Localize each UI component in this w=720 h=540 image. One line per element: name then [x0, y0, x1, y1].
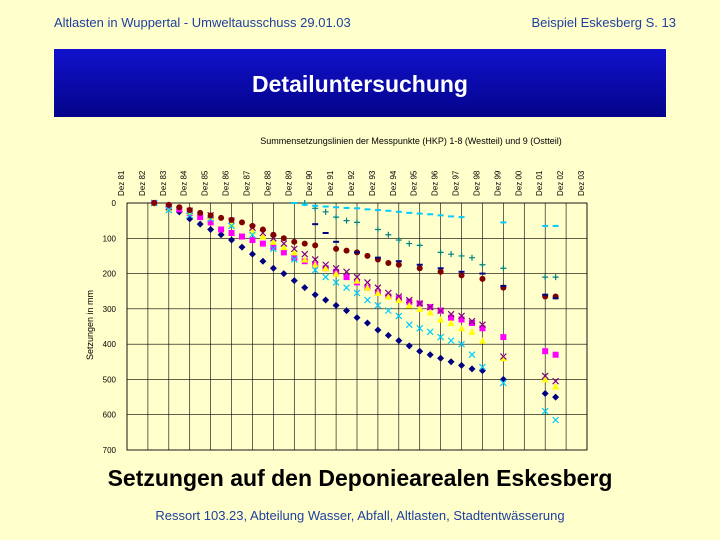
data-point [417, 242, 423, 248]
data-point [229, 217, 235, 223]
data-point [396, 262, 402, 268]
data-point [406, 241, 412, 247]
data-point [259, 258, 266, 265]
x-tick-label: Dez 85 [200, 170, 210, 196]
data-point [344, 218, 350, 224]
data-point [500, 265, 506, 271]
data-point [239, 234, 245, 240]
data-point [553, 352, 559, 358]
data-point [542, 348, 548, 354]
data-point [417, 265, 423, 271]
data-point [323, 274, 329, 280]
data-point [406, 342, 413, 349]
data-point [281, 249, 287, 255]
data-point [270, 232, 276, 238]
data-point [459, 272, 465, 278]
data-point [208, 212, 214, 218]
data-point [323, 209, 329, 215]
data-point [301, 284, 308, 291]
x-tick-label: Dez 96 [430, 170, 440, 196]
x-tick-label: Dez 81 [117, 170, 126, 196]
y-tick-label: 300 [102, 304, 116, 314]
data-point [280, 270, 287, 277]
x-tick-label: Dez 00 [514, 170, 524, 196]
data-point [197, 210, 203, 216]
x-tick-label: Dez 93 [367, 170, 377, 196]
y-tick-label: 400 [102, 340, 116, 350]
data-point [542, 274, 548, 280]
data-point [438, 269, 444, 275]
data-point [385, 308, 391, 314]
data-point [218, 226, 224, 232]
data-point [249, 251, 256, 258]
data-point [291, 277, 298, 284]
header-right-text: Beispiel Eskesberg S. 13 [531, 15, 676, 30]
data-point [448, 358, 455, 365]
x-tick-label: Dez 88 [263, 170, 273, 196]
data-point [239, 244, 246, 251]
data-point [239, 219, 245, 225]
data-point [375, 226, 381, 232]
data-point [344, 285, 350, 291]
data-point [479, 276, 485, 282]
header-left-text: Altlasten in Wuppertal - Umweltausschuss 29.01.03 [54, 15, 351, 30]
data-point [396, 237, 402, 243]
data-point [437, 316, 444, 323]
data-point [343, 307, 350, 314]
data-point [374, 327, 381, 334]
x-tick-label: Dez 02 [556, 170, 566, 196]
x-tick-label: Dez 89 [284, 170, 294, 196]
data-point [458, 325, 465, 332]
x-tick-label: Dez 97 [451, 170, 461, 196]
data-point [364, 297, 370, 303]
data-point [458, 362, 465, 369]
chart-title: Summensetzungslinien der Messpunkte (HKP) 1-8 (Westteil) und 9 (Ostteil) [260, 136, 562, 146]
page-footer: Ressort 103.23, Abteilung Wasser, Abfall, Altlasten, Stadtentwässerung [155, 508, 565, 523]
data-point [229, 230, 235, 236]
y-tick-label: 100 [102, 234, 116, 244]
data-point [333, 214, 339, 220]
data-point [354, 219, 360, 225]
data-point [438, 249, 444, 255]
data-point [249, 237, 255, 243]
data-point [260, 241, 266, 247]
data-point [479, 262, 485, 268]
data-point [302, 241, 308, 247]
x-tick-label: Dez 03 [577, 170, 586, 196]
data-point [151, 200, 157, 206]
data-point [207, 226, 214, 233]
data-point [427, 329, 433, 335]
data-point [354, 314, 361, 321]
x-tick-label: Dez 91 [326, 170, 336, 196]
x-tick-label: Dez 95 [409, 170, 419, 196]
data-point [479, 337, 486, 344]
x-tick-label: Dez 87 [242, 170, 252, 196]
x-tick-label: Dez 83 [158, 170, 168, 196]
data-point [542, 390, 549, 397]
data-point [187, 207, 193, 213]
data-point [333, 302, 340, 309]
data-point [416, 348, 423, 355]
data-point [218, 215, 224, 221]
y-tick-label: 200 [102, 269, 116, 279]
data-point [344, 248, 350, 254]
data-point [176, 204, 182, 210]
x-tick-label: Dez 01 [535, 170, 545, 196]
data-point [479, 367, 486, 374]
x-tick-label: Dez 90 [305, 170, 315, 196]
page-caption: Setzungen auf den Deponiearealen Eskesberg [107, 465, 613, 491]
data-point [385, 332, 392, 339]
data-point [270, 265, 277, 272]
data-point [312, 242, 318, 248]
data-point [448, 251, 454, 257]
x-tick-label: Dez 94 [388, 170, 398, 196]
data-point [406, 322, 412, 328]
data-point [448, 338, 454, 344]
x-tick-label: Dez 86 [221, 170, 231, 196]
data-point [364, 253, 370, 259]
y-tick-label: 0 [111, 199, 116, 208]
x-tick-label: Dez 84 [179, 170, 189, 196]
y-tick-label: 500 [102, 375, 116, 385]
data-point [281, 235, 287, 241]
banner-title: Detailuntersuchung [252, 71, 468, 97]
y-axis-label: Setzungen in mm [85, 289, 95, 361]
data-point [312, 291, 319, 298]
data-point [385, 260, 391, 266]
data-point [459, 253, 465, 259]
x-tick-label: Dez 82 [137, 170, 147, 196]
data-point [249, 223, 255, 229]
data-point [469, 352, 475, 358]
data-point [552, 394, 559, 401]
x-tick-label: Dez 98 [472, 170, 482, 196]
data-point [186, 215, 193, 222]
data-point [395, 337, 402, 344]
data-point [364, 319, 371, 326]
data-point [469, 328, 476, 335]
data-point [197, 221, 204, 228]
data-point [344, 274, 350, 280]
data-point [166, 202, 172, 208]
x-tick-label: Dez 99 [493, 170, 503, 196]
data-point [291, 239, 297, 245]
x-tick-label: Dez 92 [347, 170, 356, 196]
data-point [437, 355, 444, 362]
data-point [500, 334, 506, 340]
data-point [260, 226, 266, 232]
data-point [385, 232, 391, 238]
data-point [333, 246, 339, 252]
data-point [553, 417, 559, 423]
data-point [500, 376, 507, 383]
data-point [228, 237, 235, 244]
data-point [553, 274, 559, 280]
y-tick-label: 700 [102, 446, 116, 455]
data-point [427, 351, 434, 358]
data-point [322, 297, 329, 304]
data-point [344, 269, 350, 275]
data-point [469, 255, 475, 261]
y-tick-label: 600 [102, 410, 116, 420]
data-point [469, 365, 476, 372]
